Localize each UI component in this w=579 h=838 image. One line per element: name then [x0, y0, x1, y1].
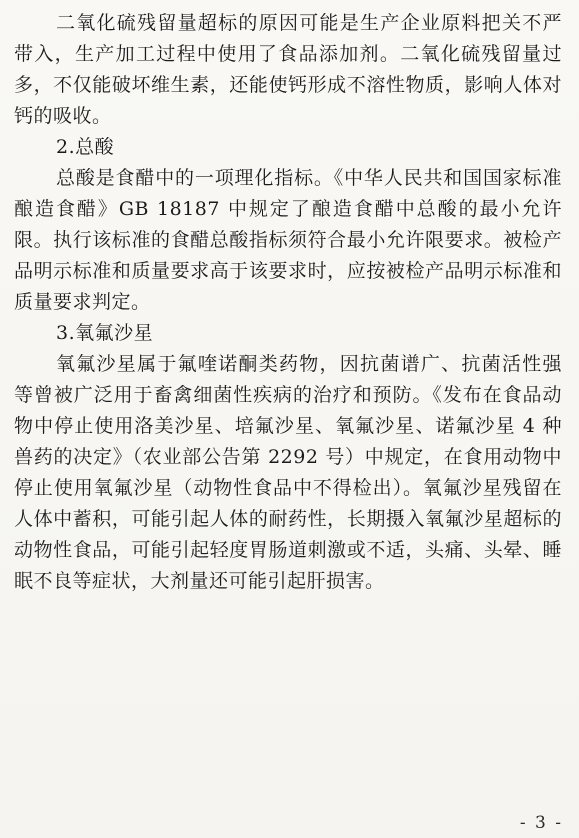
section-heading-total-acid: 2.总酸 [56, 136, 115, 158]
paragraph-ofloxacin: 氧氟沙星属于氟喹诺酮类药物，因抗菌谱广、抗菌活性强等曾被广泛用于畜禽细菌性疾病的治疗和预防。《发布在食品动物中停止使用洛美沙星、培氟沙星、氧氟沙星、诺氟沙星 4 种兽药的决定》（农业部公告第 2292 号）中规定，在食用动物中停止使用氧氟沙星（动物性食品中不得检出）。氧氟沙星残留在人体中蓄积，可能引起人体的耐药性，长期摄入氧氟沙星超标的动物性食品，可能引起轻度胃肠道刺激或不适，头痛、头晕、睡眠不良等症状，大剂量还可能引起肝损害。 [14, 353, 562, 592]
document-body [14, 8, 562, 597]
page-number: - 3 - [519, 813, 563, 833]
paragraph-total-acid: 总酸是食醋中的一项理化指标。《中华人民共和国国家标准 酿造食醋》GB 18187 中规定了酿造食醋中总酸的最小允许限。执行该标准的食醋总酸指标须符合最小允许限要求。被检产品明示标准和质量要求高于该要求时，应按被检产品明示标准和质量要求判定。 [14, 167, 562, 313]
section-heading-ofloxacin: 3.氧氟沙星 [56, 322, 154, 344]
paragraph-sulfur-dioxide: 二氧化硫残留量超标的原因可能是生产企业原料把关不严带入，生产加工过程中使用了食品添加剂。二氧化硫残留量过多，不仅能破坏维生素，还能使钙形成不溶性物质，影响人体对钙的吸收。 [14, 12, 562, 127]
